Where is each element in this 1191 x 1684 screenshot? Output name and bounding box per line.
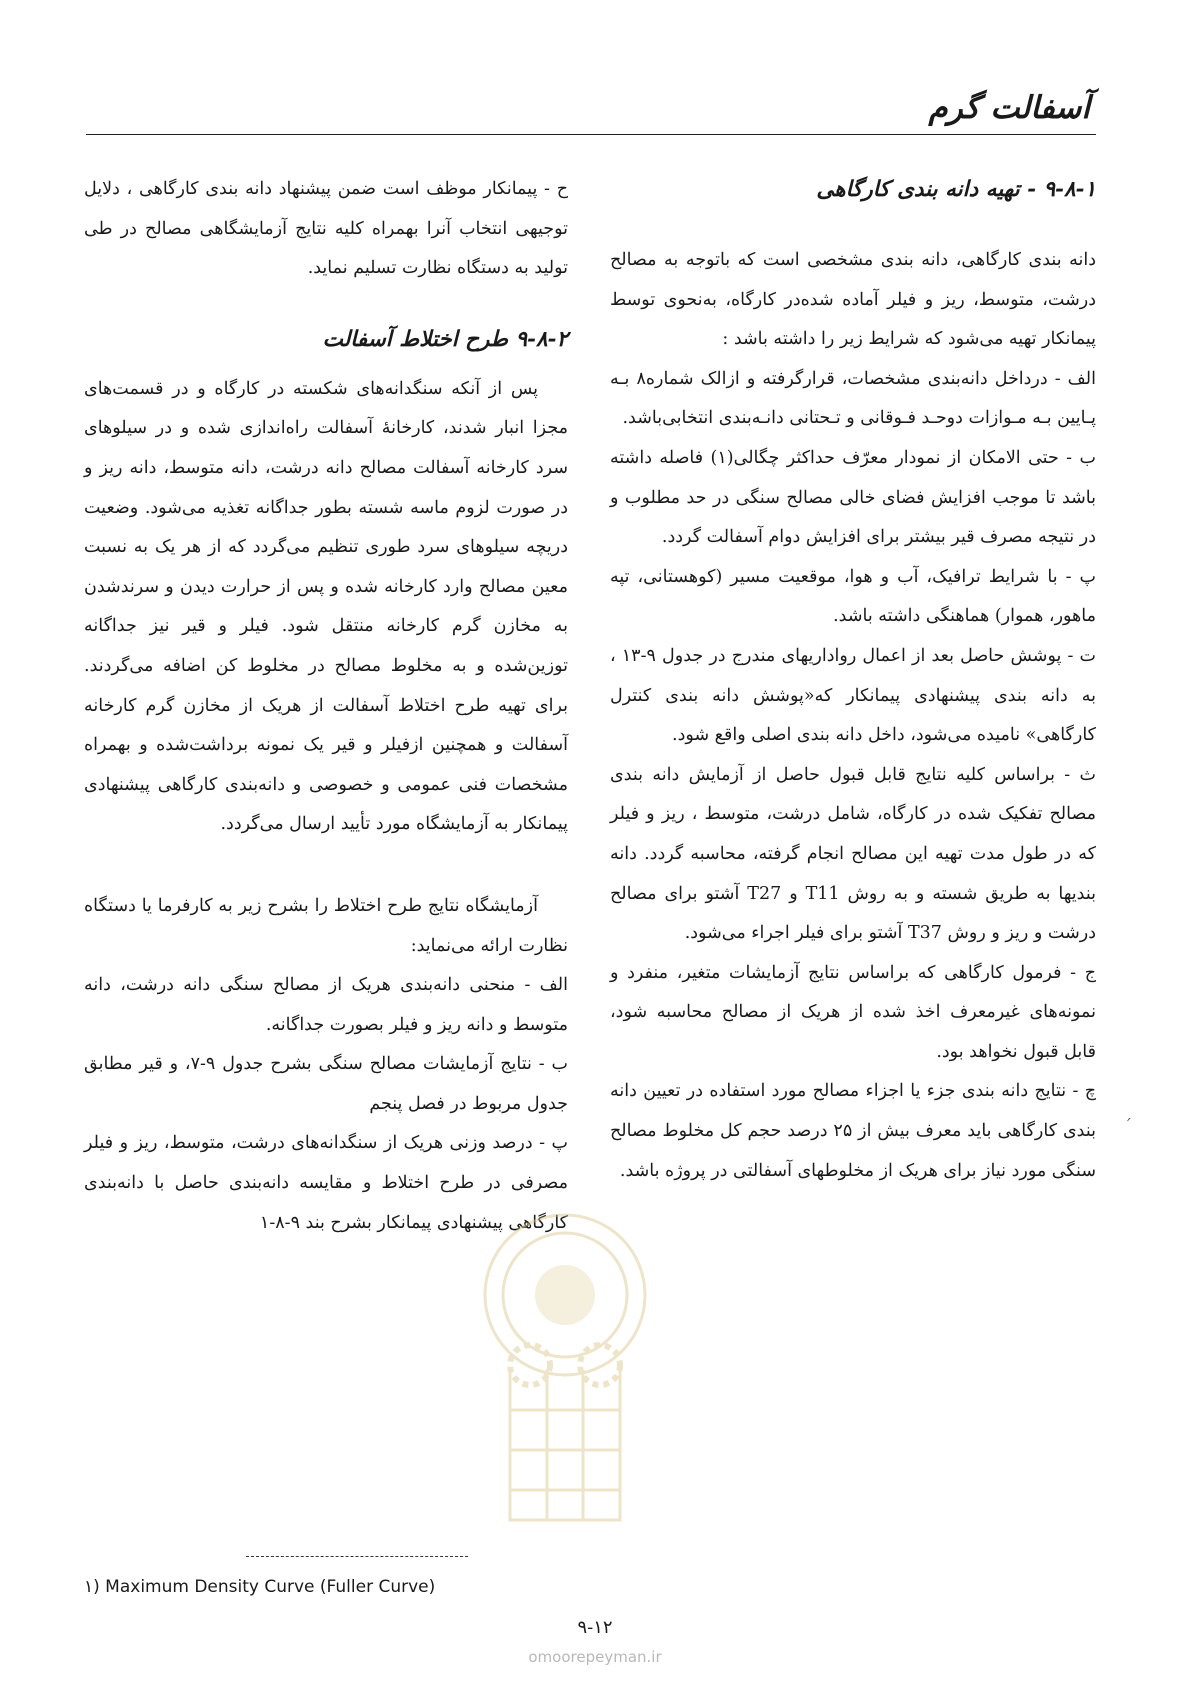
- item-jim: ج - فرمول کارگاهی که براساس نتایج آزمایشات متغیر، منفرد و نمونه‌های غیرمعرف اخذ شده از هریک از مصالح محاسبه شود، قابل قبول نخواهد بود.: [610, 962, 1096, 1062]
- intro-paragraph: دانه بندی کارگاهی، دانه بندی مشخصی است که باتوجه به مصالح درشت، متوسط، ریز و فیلر آماده شده‌در کارگاه، به‌نحوی توسط پیمانکار تهیه می‌شود که شرایط زیر را داشته باشد :: [610, 250, 1096, 350]
- page-number: ۹-۱۲: [577, 1617, 613, 1638]
- right-column: [610, 170, 1096, 1191]
- item-be: ب - حتی الامکان از نمودار معرّف حداکثر چگالی(۱) فاصله داشته باشد تا موجب افزایش فضای خالی مصالح سنگی در حد مطلوب و در نتیجه مصرف قیر بیشتر برای افزایش دوام آسفالت گردد.: [610, 447, 1096, 548]
- mix-paragraph: پس از آنکه سنگدانه‌های شکسته در کارگاه و در قسمت‌های مجزا انبار شدند، کارخانهٔ آسفالت راه‌اندازی شده و در سیلوهای سرد کارخانه آسفالت مصالح دانه درشت، دانه متوسط، دانه ریز و در صورت لزوم ماسه شسته بطور جداگانه تغذیه می‌شود. وضعیت دریچه سیلوهای سرد طوری تنظیم می‌گردد که از هر یک به نسبت معین مصالح وارد کارخانه شده و پس از حرارت دیدن و سرندشدن به مخازن گرم کارخانه منتقل شود. فیلر و قیر نیز جداگانه توزین‌شده و به مخلوط مصالح در مخلوط کن اضافه می‌گردند. برای تهیه طرح اختلاط آسفالت از هریک از مخازن گرم کارخانه آسفالت و همچنین ازفیلر و قیر یک نمونه برداشت‌شده و بهمراه مشخصات فنی عمومی و خصوصی و دانه‌بندی کارگاهی پیشنهادی پیمانکار به آزمایشگاه مورد تأیید ارسال می‌گردد.: [84, 378, 568, 835]
- page-header: [86, 78, 1096, 135]
- footnote-divider: [246, 1556, 468, 1557]
- lab-item-alef: الف - منحنی دانه‌بندی هریک از مصالح سنگی دانه درشت، دانه متوسط و دانه ریز و فیلر بصورت جداگانه.: [84, 975, 568, 1035]
- section-title-9-8-2: ۹-۸-۲ طرح اختلاط آسفالت: [322, 326, 568, 352]
- left-column: [84, 170, 568, 1243]
- lab-intro: آزمایشگاه نتایج طرح اختلاط را بشرح زیر به کارفرما یا دستگاه نظارت ارائه می‌نماید:: [84, 895, 568, 956]
- item-te: ت - پوشش حاصل بعد از اعمال رواداریهای مندرج در جدول ۹-۱۳ ، به دانه بندی پیشنهادی پیمانکار که«پوشش دانه بندی کنترل کارگاهی» نامیده می‌شود، داخل دانه بندی اصلی واقع شود.: [610, 645, 1096, 746]
- lab-item-be: ب - نتایج آزمایشات مصالح سنگی بشرح جدول ۹-۷، و قیر مطابق جدول مربوط در فصل پنجم: [84, 1054, 569, 1114]
- item-pe: پ - با شرایط ترافیک، آب و هوا، موقعیت مسیر (کوهستانی، تپه ماهور، هموار) هماهنگی داشته باشد.: [610, 566, 1096, 627]
- item-he: ح - پیمانکار موظف است ضمن پیشنهاد دانه بندی کارگاهی ، دلایل توجیهی انتخاب آنرا بهمراه کلیه نتایج آزمایشگاهی مصالح در طی تولید به دستگاه نظارت تسلیم نماید.: [84, 179, 568, 279]
- item-alef: الف - درداخل دانه‌بندی مشخصات، قرارگرفته و ازالک شماره۸ بـه پـایین بـه مـوازات دوحـد فـوقانی و تـحتانی دانـه‌بندی انتخابی‌باشد.: [610, 368, 1096, 429]
- item-che: چ - نتایج دانه بندی جزء یا اجزاء مصالح مورد استفاده در تعیین دانه بندی کارگاهی باید معرف بیش از ۲۵ درصد حجم کل مخلوط مصالح سنگی مورد نیاز برای هریک از مخلوطهای آسفالتی در پروژه باشد.: [610, 1081, 1096, 1181]
- watermark-seal-icon: [470, 1200, 660, 1560]
- item-se: ث - براساس کلیه نتایج قابل قبول حاصل از آزمایش دانه بندی مصالح تفکیک شده در کارگاه، شامل درشت، متوسط ، ریز و فیلر که در طول مدت تهیه این مصالح انجام گرفته، محاسبه گردد. دانه بندیها به طریق شسته و به روش T11 و T27 آشتو برای مصالح درشت و ریز و روش T37 آشتو برای فیلر اجراء می‌شود.: [610, 764, 1097, 944]
- watermark-site: omoorepeyman.ir: [528, 1648, 662, 1666]
- section-title-9-8-1: ۹-۸-۱ - تهیه دانه بندی کارگاهی: [816, 177, 1096, 202]
- margin-mark: ˊ: [1124, 1116, 1132, 1135]
- footnote: ۱) Maximum Density Curve (Fuller Curve): [84, 1577, 436, 1597]
- header-title: آسفالت گرم: [928, 90, 1090, 126]
- lab-item-pe: پ - درصد وزنی هریک از سنگدانه‌های درشت، متوسط، ریز و فیلر مصرفی در طرح اختلاط و مقایسه دانه‌بندی حاصل با دانه‌بندی کارگاهی پیشنهادی پیمانکار بشرح بند ۹-۸-۱: [84, 1133, 568, 1233]
